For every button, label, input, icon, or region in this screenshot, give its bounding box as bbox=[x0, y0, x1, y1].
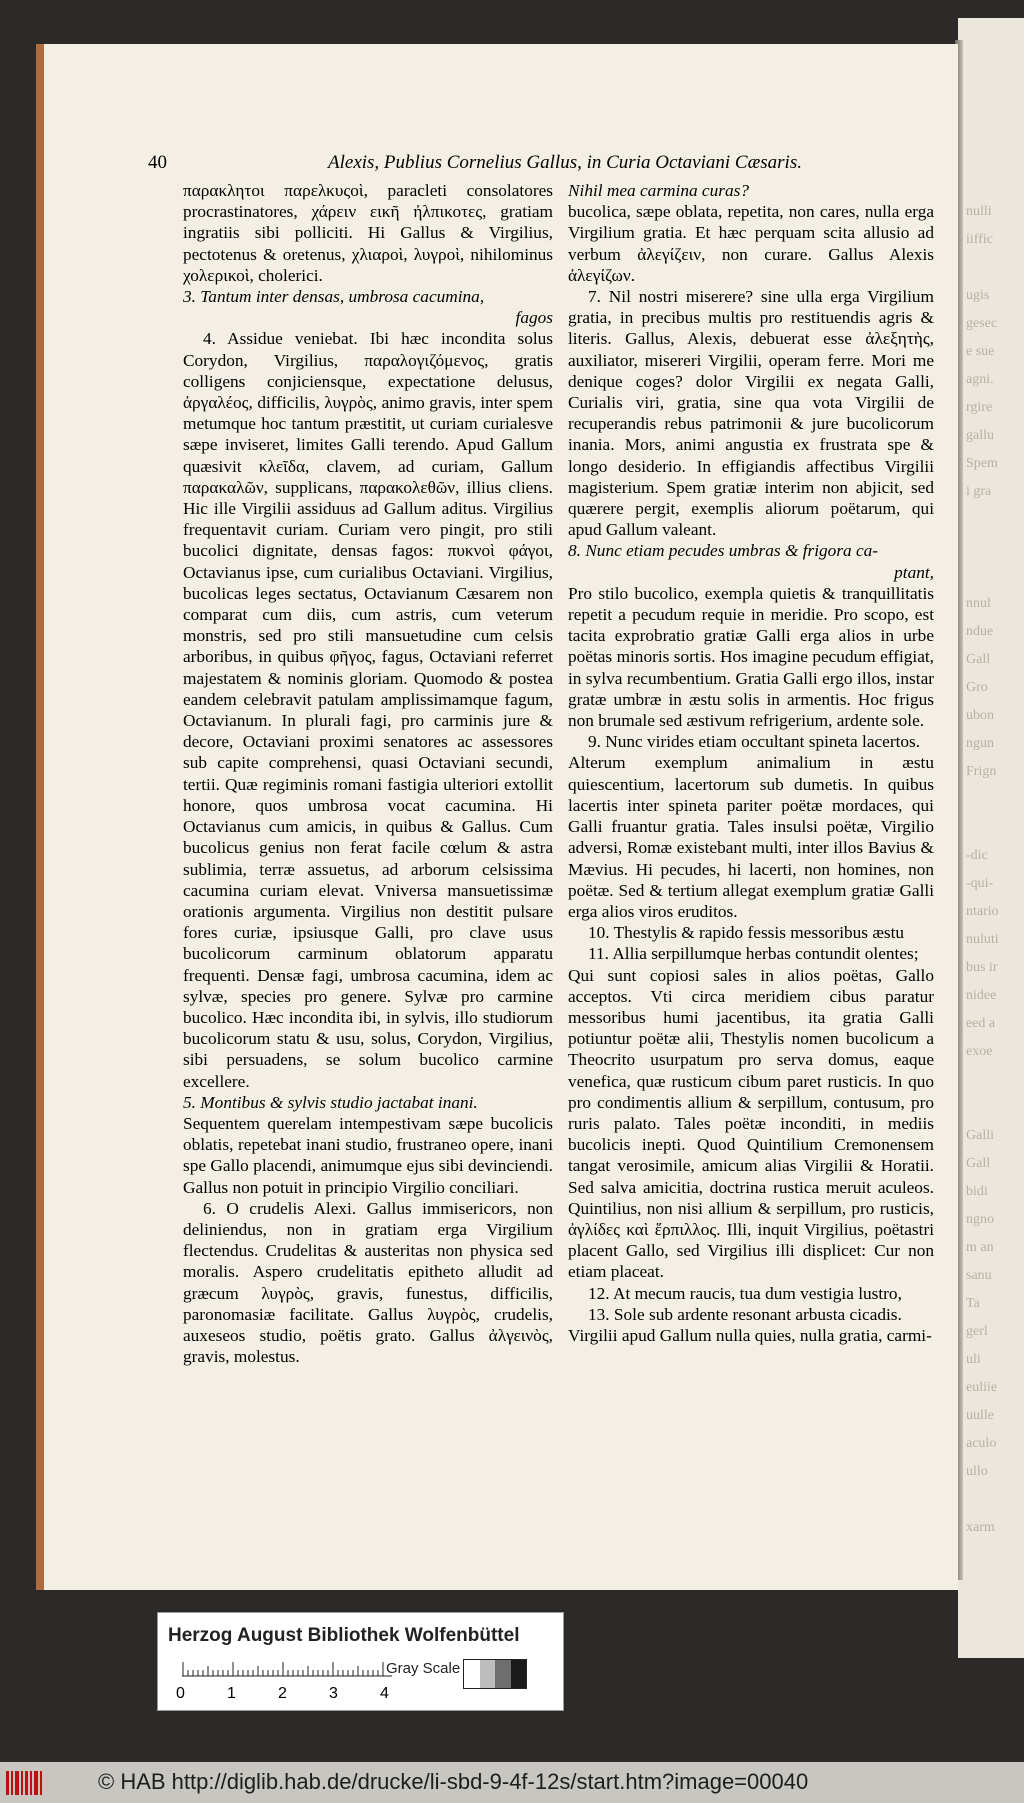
right-text-column bbox=[568, 180, 934, 1346]
paragraph: 5. Montibus & sylvis studio jactabat inani. bbox=[183, 1092, 478, 1112]
adjacent-page-text: e sue bbox=[966, 344, 995, 359]
paragraph: Pro stilo bucolico, exempla quietis & tranquillitatis repetit a pecudum requie in meridie. Pro scopo, est tacita exprobratio gratiæ Galli erga alios in urbe poëtas minoris sortis. Hos imagine pecudum effigiat, in sylva recumbentium. Gratia Galli ergo illos, instar gratæ umbræ in æstu solis in armentis. Hoc frigus non brumale sed æstivum refrigerium, ardente sole. bbox=[568, 583, 934, 731]
paragraph: 7. Nil nostri miserere? sine ulla erga Virgilium gratia, in precibus multis pro restituendis agris & literis. Gallus, Alexis, debuerat esse ἀλεξητὴς, auxiliator, misereri Virgilii, operam ferre. Mori me denique coges? dolor Virgilii ex negata Galli, Curialis viri, gratia, sine qua vota Virgilii de recuperandis rebus patrimonii & jure bucolicorum inania. Mors, animi angustia ex frustrata spe & longo desiderio. In effigiandis affectibus Virgilii magisterium. Spem gratiæ interim non abjicit, sed quærere pergit, exemplis aliorum poëtarum, qui apud Gallum valeant. bbox=[568, 287, 934, 540]
adjacent-page-text: -dic bbox=[966, 848, 988, 863]
gray-swatch-cell bbox=[495, 1660, 511, 1688]
scale-number: 1 bbox=[227, 1685, 236, 1702]
adjacent-page-text: Gro bbox=[966, 680, 988, 695]
paragraph: 11. Allia serpillumque herbas contundit olentes; bbox=[588, 944, 919, 964]
paragraph: fagos bbox=[515, 308, 553, 328]
paragraph: Sequentem querelam intempestivam sæpe bucolicis oblatis, repetebat inani studio, frustraneo opere, inani spe Gallo placendi, animumque ejus sibi devinciendi. Gallus non potuit in principio Virgilio conciliari. bbox=[183, 1113, 553, 1197]
paragraph: 10. Thestylis & rapido fessis messoribus æstu bbox=[588, 923, 905, 943]
page-header bbox=[148, 152, 802, 174]
adjacent-page-text: nuluti bbox=[966, 932, 999, 947]
adjacent-page-text: nidee bbox=[966, 988, 997, 1003]
gray-swatch-cell bbox=[480, 1660, 496, 1688]
adjacent-page-text: ugis bbox=[966, 288, 990, 303]
adjacent-page-text: rgire bbox=[966, 400, 993, 415]
adjacent-page-text: ndue bbox=[966, 624, 994, 639]
adjacent-page-text: uli bbox=[966, 1352, 981, 1367]
adjacent-page-text: uulle bbox=[966, 1408, 994, 1423]
paragraph: 6. O crudelis Alexi. Gallus immisericors, non deliniendus, non in gratiam erga Virgilium flectendus. Crudelitas & austeritas non physica sed moralis. Aspero crudelitatis epitheto alludit ad græcum λυγρὸς, gravis, funestus, difficilis, paronomasiæ facilitate. Gallus λυγρὸς, crudelis, auxeseos studio, poëtis grato. Gallus ἀλγεινὸς, gravis, molestus. bbox=[183, 1198, 553, 1367]
adjacent-page-text: Frign bbox=[966, 764, 997, 779]
adjacent-page-text: agni. bbox=[966, 372, 994, 387]
adjacent-page-text: nulli bbox=[966, 204, 992, 219]
adjacent-page-text: nnul bbox=[966, 596, 991, 611]
adjacent-page-text: sanu bbox=[966, 1268, 992, 1283]
adjacent-page-text: i gra bbox=[966, 484, 992, 499]
adjacent-page-text: m an bbox=[966, 1240, 994, 1255]
adjacent-page-text: ullo bbox=[966, 1464, 988, 1479]
adjacent-page-text: Galli bbox=[966, 1128, 994, 1143]
scale-number: 2 bbox=[278, 1685, 287, 1702]
paragraph: Virgilii apud Gallum nulla quies, nulla gratia, carmi- bbox=[568, 1325, 932, 1345]
viewer-footer bbox=[0, 1762, 1024, 1803]
gray-scale-swatch bbox=[463, 1659, 527, 1689]
scale-number: 0 bbox=[176, 1685, 185, 1702]
running-head: Alexis, Publius Cornelius Gallus, in Curia Octaviani Cæsaris. bbox=[328, 152, 802, 173]
paragraph: 12. At mecum raucis, tua dum vestigia lustro, bbox=[588, 1283, 902, 1303]
scale-number: 3 bbox=[329, 1685, 338, 1702]
paragraph: 9. Nunc virides etiam occultant spineta lacertos. bbox=[588, 732, 921, 752]
adjacent-page-text: iiffic bbox=[966, 232, 993, 247]
adjacent-page-text: aculo bbox=[966, 1436, 997, 1451]
adjacent-page-text: Gall bbox=[966, 652, 991, 667]
page-number: 40 bbox=[148, 152, 167, 173]
adjacent-page-text: ubon bbox=[966, 708, 994, 723]
library-name: Herzog August Bibliothek Wolfenbüttel bbox=[168, 1625, 520, 1646]
adjacent-page-text: euliie bbox=[966, 1380, 998, 1395]
adjacent-page-text: bidi bbox=[966, 1184, 988, 1199]
paragraph: 13. Sole sub ardente resonant arbusta cicadis. bbox=[588, 1304, 902, 1324]
adjacent-page bbox=[958, 18, 1024, 1658]
adjacent-page-text: -qui- bbox=[966, 876, 994, 891]
adjacent-page-text: ngno bbox=[966, 1212, 994, 1227]
adjacent-page-text: ntario bbox=[966, 904, 999, 919]
paragraph: ptant, bbox=[894, 562, 934, 582]
paragraph: Alterum exemplum animalium in æstu quiescentium, lacertorum sub dumetis. In quibus lacertis inter spineta pariter poëtæ mordaces, qui Galli fruantur gratia. Tales insulsi poëtæ, Virgilio adversi, Romæ existebant multi, inter illos Bavius & Mævius. Hi pecudes, hi lacerti, non homines, non poëtæ. Sed & tertium allegat exemplum gratiæ Galli erga alios viros eruditos. bbox=[568, 753, 934, 921]
adjacent-page-text: gerl bbox=[966, 1324, 988, 1339]
paragraph: 4. Assidue veniebat. Ibi hæc incondita solus Corydon, Virgilius, παραλογιζόμενος, gratis colligens conjiciensque, expectatione delusus, ἀργαλέος, difficilis, λυγρὸς, animo gravis, inter spem metumque hoc tantum præstitit, ut curiam curialesve sæpe inviseret, limites Galli terendo. Apud Gallum quæsivit κλεῖδα, clavem, ad curiam, Gallum παρακαλῶν, supplicans, παρακολεθῶν, illius cliens. Hic ille Virgilii assiduus ad Gallum aditus. Virgilius frequentavit curiam. Curiam vero pingit, pro stili bucolici dignitate, densas fagos: πυκνοὶ φάγοι, Octavianus ipse, cum curialibus Octaviani. Virgilius, bucolicas leges sectatus, Octavianum Cæsarem non comparat cum diis, cum astris, cum veterum monstris, sed pro stili mansuetudine cum celsis arboribus, in quibus φῆγος, fagus, Octaviani referret majestatem & nominis gloriam. Quomodo & postea eandem celebravit patulam amplissimamque fagum, Octavianum. In plurali fagi, pro carminis jure & decore, Octaviani proximi senatores ac assessores sub capite comprehensi, quasi Octaviani secundi, tertii. Quæ regiminis romani fastigia ulteriori extollit honore, quos umbrosa vocat cacumina. Hi Octavianus cum amicis, in quibus & Gallus. Cum bucolicus genius non ferat facile cœlum & astra sublimia, terræ assuetus, ad arborum celsissima cacumina curiam elevat. Vniversa mansuetissimæ orationis argumenta. Virgilius non destitit pulsare fores curiæ, ipsiusque Galli, pro clave usus bucolicorum carminum oblatorum apparatu frequenti. Densæ fagi, umbrosa cacumina, idem ac sylvæ, species pro genere. Sylvæ pro carmine bucolico. Hæc incondita ibi, in sylvis, illo studiorum bucolicorum statu & usu, solus, Corydon, Virgilius, sibi persuadens, se solum bucolico carmine excellere. bbox=[183, 329, 553, 1091]
adjacent-page-text: ngun bbox=[966, 736, 994, 751]
adjacent-page-text: gesec bbox=[966, 316, 998, 331]
adjacent-page-text: exoe bbox=[966, 1044, 993, 1059]
paragraph: 3. Tantum inter densas, umbrosa cacumina, bbox=[183, 287, 485, 307]
paragraph: παρακλητοι παρελκυςοὶ, paracleti consolatores procrastinatores, χάρειν εικῆ ἠλπικοτες, gratiam ingratiis sibi polliciti. Hi Gallus & Virgilius, pectotenus & oretenus, χλιαροὶ, λυγροὶ, nihilominus χολερικοὶ, cholerici. bbox=[183, 181, 553, 285]
gray-scale-label: Gray Scale bbox=[386, 1660, 461, 1677]
adjacent-page-text: Spem bbox=[966, 456, 998, 471]
adjacent-page-text: eed a bbox=[966, 1016, 996, 1031]
adjacent-page-text: Ta bbox=[966, 1296, 980, 1311]
adjacent-page-text: gallu bbox=[966, 428, 994, 443]
adjacent-page-text: xarm bbox=[966, 1520, 995, 1535]
hab-barcode-logo-icon bbox=[6, 1771, 46, 1795]
adjacent-page-text: bus ir bbox=[966, 960, 998, 975]
paragraph: 8. Nunc etiam pecudes umbras & frigora ca- bbox=[568, 541, 879, 561]
scale-number: 4 bbox=[380, 1685, 389, 1702]
gray-swatch-cell bbox=[464, 1660, 480, 1688]
scale-ruler bbox=[182, 1659, 392, 1677]
adjacent-page-text: Gall bbox=[966, 1156, 991, 1171]
paragraph: bucolica, sæpe oblata, repetita, non cares, nulla erga Virgilium gratia. Et hæc perquam scita allusio ad verbum ἀλεγίζειν, non curare. Gallus Alexis ἀλεγίζων. bbox=[568, 202, 934, 285]
gray-swatch-cell bbox=[511, 1660, 527, 1688]
paragraph: Qui sunt copiosi sales in alios poëtas, Gallo acceptos. Vti circa meridiem cibus paratur messoribus humi jacentibus, ita gratia Galli potiuntur poëtæ alii, Thestylis nomen bucolicum a Theocrito usurpatum pro serva domus, eaque venefica, quæ rusticum cibum paret rusticis. In quo pro condimentis allium & serpillum, contusum, pro ruris palato. Tales poëtæ inconditi, in mediis bucolicis inepti. Quod Quintilium Cremonensem tangat verosimile, amicum alias Virgilii & Horatii. Sed salva amicitia, doctrina rustica meruit aculeos. Quintilius, non nisi allium & serpillum, pro rusticis, ἀγλίδες καὶ ἕρπιλλος. Illi, inquit Virgilius, poëtastri placent Gallo, sed Virgilius illi displicet: Cur non etiam placeat. bbox=[568, 965, 934, 1282]
paragraph: Nihil mea carmina curas? bbox=[568, 181, 749, 200]
library-color-card bbox=[157, 1612, 564, 1711]
footer-link[interactable]: © HAB http://diglib.hab.de/drucke/li-sbd-9-4f-12s/start.htm?image=00040 bbox=[98, 1769, 809, 1794]
left-text-column bbox=[183, 180, 553, 1367]
scale-numbers bbox=[176, 1685, 389, 1705]
